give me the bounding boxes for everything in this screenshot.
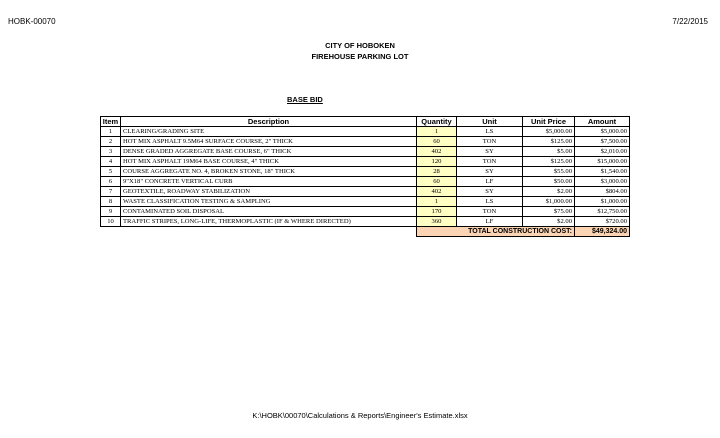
- item-description: HOT MIX ASPHALT 19M64 BASE COURSE, 4" THICK: [121, 157, 417, 167]
- item-unit: TON: [457, 207, 523, 217]
- item-number: 8: [101, 197, 121, 207]
- col-header-unit-price: Unit Price: [523, 117, 575, 127]
- item-quantity: 120: [417, 157, 457, 167]
- item-number: 2: [101, 137, 121, 147]
- item-amount: $7,500.00: [575, 137, 630, 147]
- title-city: CITY OF HOBOKEN: [325, 41, 395, 50]
- item-unit-price: $1,000.00: [523, 197, 575, 207]
- table-row: [101, 127, 630, 137]
- table-row: [101, 177, 630, 187]
- item-description: WASTE CLASSIFICATION TESTING & SAMPLING: [121, 197, 417, 207]
- item-unit-price: $75.00: [523, 207, 575, 217]
- item-unit: SY: [457, 187, 523, 197]
- item-amount: $5,000.00: [575, 127, 630, 137]
- item-quantity: 1: [417, 127, 457, 137]
- item-amount: $1,540.00: [575, 167, 630, 177]
- table-row: [101, 147, 630, 157]
- table-row: [101, 157, 630, 167]
- item-number: 1: [101, 127, 121, 137]
- item-description: 9"X18" CONCRETE VERTICAL CURB: [121, 177, 417, 187]
- item-description: GEOTEXTILE, ROADWAY STABILIZATION: [121, 187, 417, 197]
- table-header-row: [101, 117, 630, 127]
- bid-table: [100, 116, 630, 237]
- item-unit: LS: [457, 197, 523, 207]
- item-amount: $3,000.00: [575, 177, 630, 187]
- item-number: 6: [101, 177, 121, 187]
- item-number: 9: [101, 207, 121, 217]
- item-number: 5: [101, 167, 121, 177]
- table-row: [101, 217, 630, 227]
- item-quantity: 60: [417, 137, 457, 147]
- table-row: [101, 197, 630, 207]
- item-quantity: 170: [417, 207, 457, 217]
- item-description: TRAFFIC STRIPES, LONG-LIFE, THERMOPLASTIC (IF & WHERE DIRECTED): [121, 217, 417, 227]
- item-quantity: 1: [417, 197, 457, 207]
- item-description: CONTAMINATED SOIL DISPOSAL: [121, 207, 417, 217]
- item-unit-price: $5.00: [523, 147, 575, 157]
- table-row: [101, 207, 630, 217]
- item-number: 4: [101, 157, 121, 167]
- item-description: CLEARING/GRADING SITE: [121, 127, 417, 137]
- total-value: $49,324.00: [575, 227, 630, 237]
- document-id: HOBK-00070: [8, 17, 56, 26]
- col-header-quantity: Quantity: [417, 117, 457, 127]
- item-amount: $1,000.00: [575, 197, 630, 207]
- item-quantity: 402: [417, 147, 457, 157]
- item-number: 10: [101, 217, 121, 227]
- table-row: [101, 137, 630, 147]
- item-unit-price: $5,000.00: [523, 127, 575, 137]
- section-heading: BASE BID: [287, 95, 323, 104]
- file-path-footer: K:\HOBK\00070\Calculations & Reports\Engineer's Estimate.xlsx: [252, 411, 468, 420]
- item-unit-price: $2.00: [523, 187, 575, 197]
- col-header-item: Item: [101, 117, 121, 127]
- item-description: DENSE GRADED AGGREGATE BASE COURSE, 6" THICK: [121, 147, 417, 157]
- item-quantity: 60: [417, 177, 457, 187]
- item-unit: TON: [457, 137, 523, 147]
- col-header-unit: Unit: [457, 117, 523, 127]
- col-header-description: Description: [121, 117, 417, 127]
- col-header-amount: Amount: [575, 117, 630, 127]
- item-amount: $804.00: [575, 187, 630, 197]
- item-quantity: 360: [417, 217, 457, 227]
- item-unit: SY: [457, 167, 523, 177]
- item-amount: $720.00: [575, 217, 630, 227]
- item-number: 7: [101, 187, 121, 197]
- item-unit: LF: [457, 217, 523, 227]
- item-quantity: 402: [417, 187, 457, 197]
- item-unit: TON: [457, 157, 523, 167]
- item-unit-price: $50.00: [523, 177, 575, 187]
- item-unit-price: $55.00: [523, 167, 575, 177]
- title-project: FIREHOUSE PARKING LOT: [311, 52, 409, 61]
- item-unit-price: $125.00: [523, 137, 575, 147]
- item-unit-price: $125.00: [523, 157, 575, 167]
- item-amount: $2,010.00: [575, 147, 630, 157]
- total-label: TOTAL CONSTRUCTION COST:: [417, 227, 575, 237]
- item-amount: $15,000.00: [575, 157, 630, 167]
- item-unit: LF: [457, 177, 523, 187]
- item-unit: LS: [457, 127, 523, 137]
- item-description: HOT MIX ASPHALT 9.5M64 SURFACE COURSE, 2" THICK: [121, 137, 417, 147]
- table-row: [101, 167, 630, 177]
- item-number: 3: [101, 147, 121, 157]
- item-description: COURSE AGGREGATE NO. 4, BROKEN STONE, 18" THICK: [121, 167, 417, 177]
- table-row: [101, 187, 630, 197]
- item-amount: $12,750.00: [575, 207, 630, 217]
- total-row: [101, 227, 630, 237]
- item-unit-price: $2.00: [523, 217, 575, 227]
- item-quantity: 28: [417, 167, 457, 177]
- item-unit: SY: [457, 147, 523, 157]
- document-date: 7/22/2015: [672, 17, 708, 26]
